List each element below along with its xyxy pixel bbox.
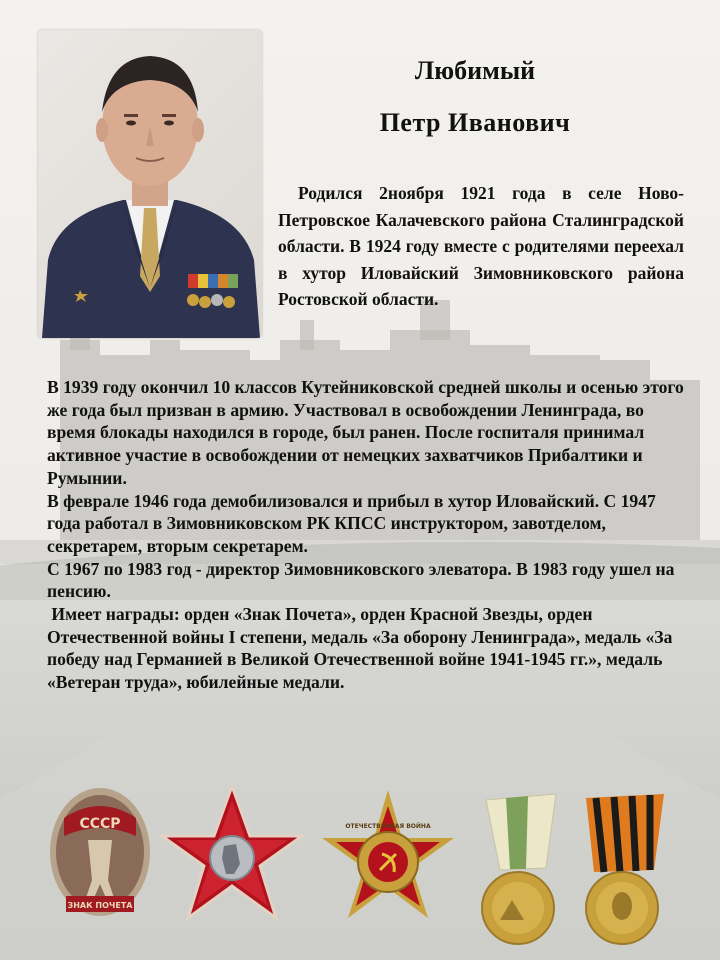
biography-text <box>47 376 692 694</box>
bio-paragraph-awards: Имеет награды: орден «Знак Почета», орден Красной Звезды, орден Отечественной войны I степени, медаль «За оборону Ленинграда», медаль «За победу над Германией в Великой Отечественной войне 1941-1945 гг.», медаль «Ветеран труда», юбилейные медали. <box>47 604 677 693</box>
medal-inscription-bottom: ЗНАК ПОЧЕТА <box>67 901 133 910</box>
medal-inscription-top: СССР <box>79 816 121 832</box>
bio-paragraph-demobilization: В феврале 1946 года демобилизовался и прибыл в хутор Иловайский. С 1947 года работал в Зимовниковском РК КПСС инструктором, завотделом, секретарем, вторым секретарем. <box>47 490 656 556</box>
medal-patriotic-war <box>322 790 454 918</box>
medals-row <box>0 780 720 960</box>
medal-inscription-patriotic: ОТЕЧЕСТВЕННАЯ ВОЙНА <box>345 823 431 830</box>
intro-paragraph: Родился 2ноября 1921 года в селе Ново-Петровское Калачевского района Сталинградской области. В 1924 году вместе с родителями переехал в хутор Иловайский Зимовниковского района Ростовской области. <box>278 183 684 310</box>
portrait-photo <box>38 30 262 338</box>
medal-red-star <box>162 786 302 918</box>
bio-paragraph-elevator: С 1967 по 1983 год - директор Зимовниковского элеватора. В 1983 году ушел на пенсию. <box>47 558 675 602</box>
medal-victory-over-germany <box>586 794 664 944</box>
person-given-names: Петр Иванович <box>379 108 571 137</box>
person-surname: Любимый <box>414 56 536 85</box>
medal-badge-of-honour <box>50 788 150 916</box>
bio-paragraph-war: В 1939 году окончил 10 классов Кутейниковской средней школы и осенью этого же года был призван в армию. Участвовал в освобождении Ленинграда, во время блокады находился в городе, был ранен. После госпиталя принимал активное участие в освобождении от немецких захватчиков Прибалтики и Румынии. <box>47 377 684 488</box>
medal-defence-of-leningrad <box>482 794 556 944</box>
